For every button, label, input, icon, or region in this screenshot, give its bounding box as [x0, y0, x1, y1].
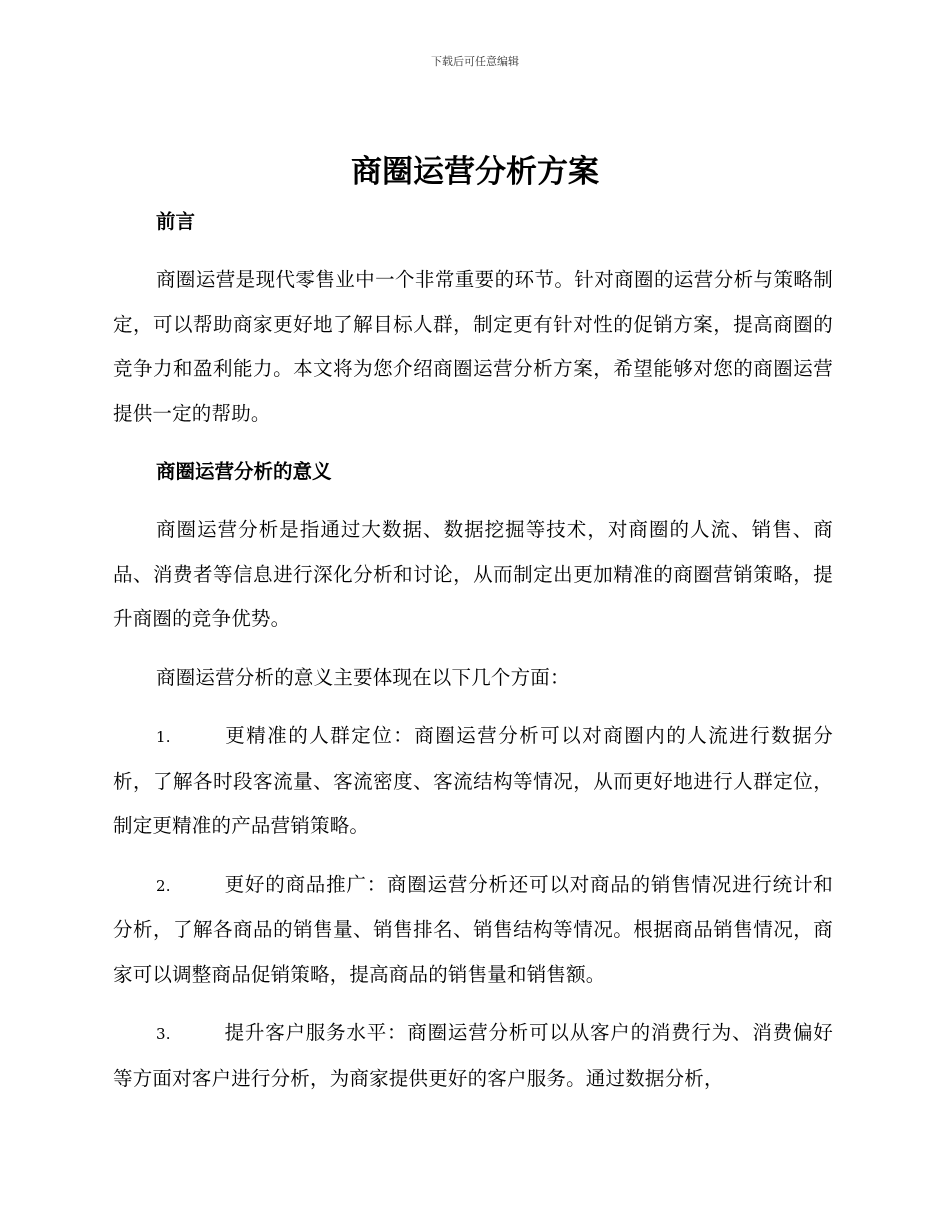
list-number: 1.	[156, 728, 171, 746]
list-item-text: 更精准的人群定位：商圈运营分析可以对商圈内的人流进行数据分析，了解各时段客流量、客流密度、客流结构等情况，从而更好地进行人群定位，制定更精准的产品营销策略。	[113, 724, 833, 837]
paragraph-meaning-1: 商圈运营分析是指通过大数据、数据挖掘等技术，对商圈的人流、销售、商品、消费者等信息进行深化分析和讨论，从而制定出更加精准的商圈营销策略，提升商圈的竞争优势。	[113, 518, 833, 630]
spacer	[113, 244, 833, 258]
list-number: 2.	[156, 876, 171, 895]
spacer	[113, 997, 833, 1011]
spacer	[113, 849, 833, 863]
section-heading-meaning: 商圈运营分析的意义	[156, 460, 332, 483]
spacer	[113, 494, 833, 508]
paragraph-meaning-2: 商圈运营分析的意义主要体现在以下几个方面：	[156, 665, 570, 689]
list-item	[113, 714, 833, 849]
spacer	[113, 642, 833, 656]
page-title: 商圈运营分析方案	[351, 154, 599, 190]
document-body	[113, 200, 833, 1101]
list-item	[113, 863, 833, 998]
list-number: 3.	[156, 1025, 171, 1043]
spacer	[113, 700, 833, 714]
spacer	[113, 436, 833, 450]
list-item-text: 更好的商品推广：商圈运营分析还可以对商品的销售情况进行统计和分析，了解各商品的销售量、销售排名、销售结构等情况。根据商品销售情况，商家可以调整商品促销策略，提高商品的销售量和销售额。	[113, 872, 833, 986]
list-item-text: 提升客户服务水平：商圈运营分析可以从客户的消费行为、消费偏好等方面对客户进行分析，为商家提供更好的客户服务。通过数据分析，	[113, 1021, 833, 1090]
paragraph-preface: 商圈运营是现代零售业中一个非常重要的环节。针对商圈的运营分析与策略制定，可以帮助商家更好地了解目标人群，制定更有针对性的促销方案，提高商圈的竞争力和盈利能力。本文将为您介绍商圈运营分析方案，希望能够对您的商圈运营提供一定的帮助。	[113, 268, 833, 425]
list-item	[113, 1011, 833, 1101]
section-heading-preface: 前言	[156, 210, 196, 233]
header-note: 下载后可任意编辑	[431, 55, 519, 68]
